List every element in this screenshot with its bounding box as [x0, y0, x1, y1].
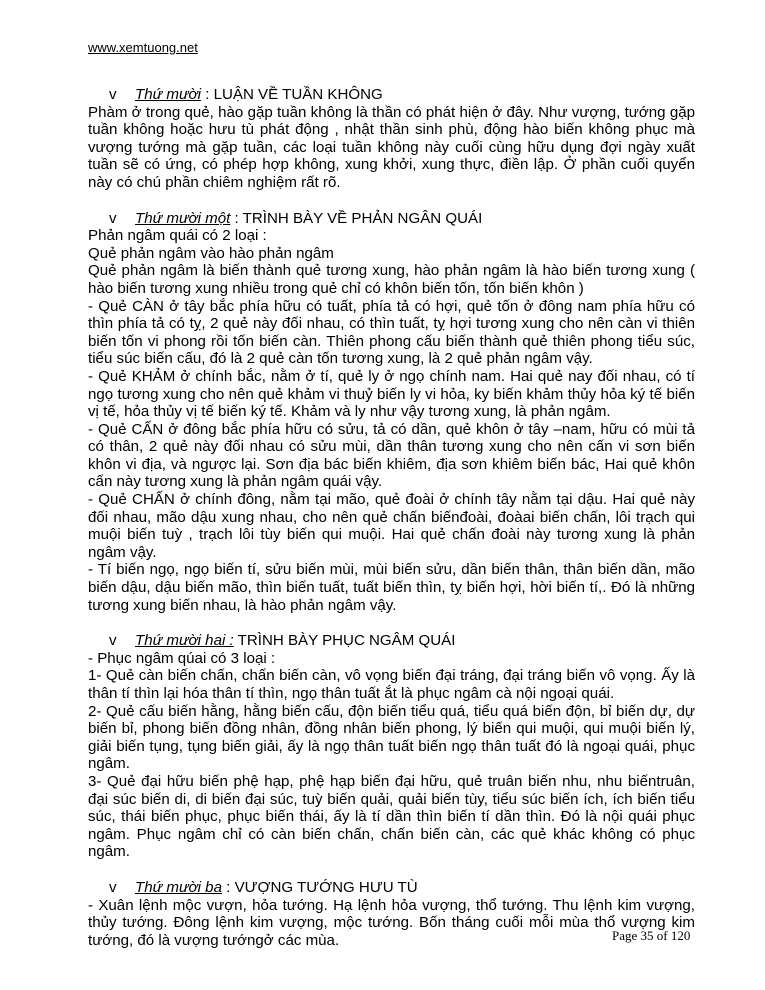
- section-heading-12: [88, 632, 695, 650]
- section-number: Thứ mười hai :: [135, 632, 234, 650]
- section-separator: :: [230, 209, 243, 227]
- paragraph: 3- Quẻ đại hữu biến phệ hạp, phệ hạp biến đại hữu, quẻ truân biến nhu, nhu biếntruân, đại súc biến di, di biến đại súc, tuỳ biến quải, quải biến tùy, tiểu súc biến ích, ích biến tiểu súc, thái biến phục, phục biến thái, ấy là tí dần thìn biến tí dần thìn. Đó là nội quái phục ngâm. Phục ngâm chỉ có càn biến chấn, chấn biến càn, các quẻ khác không có phục ngâm.: [88, 772, 695, 861]
- paragraph: 2- Quẻ cấu biến hằng, hằng biến cấu, độn biến tiểu quá, tiểu quá biến độn, bỉ biến dự, dự biến bỉ, phong biến đồng nhân, đồng nhân biến phong, lý biến qui muội, qui muội biến lý, giải biến tụng, tụng biến giải, ấy là ngọ thân tuất biến ngọ thân tuất đó là ngoại quái, phục ngâm.: [88, 702, 695, 773]
- section-number: Thứ mười: [135, 86, 201, 103]
- paragraph: - Quẻ CẤN ở đông bắc phía hữu có sửu, tả có dần, quẻ khôn ở tây –nam, hữu có mùi tả có thân, 2 quẻ này đối nhau có sửu mùi, dần thân tương xung cho nên cấn vi sơn biến khôn vi địa, và ngược lại. Sơn địa bác biến khiêm, địa sơn khiêm biến bác, Hai quẻ khôn cấn này tương xung là phản ngâm quái vậy.: [88, 420, 695, 491]
- paragraph: 1- Quẻ càn biến chấn, chấn biến càn, vô vọng biến đại tráng, đại tráng biến vô vọng. Ấy là thân tí thìn lại hóa thân tí thìn, ngọ thân tuất ắt là phục ngâm cà nội ngoại quái.: [88, 667, 695, 702]
- page-number: Page 35 of 120: [612, 928, 691, 943]
- header-site-link[interactable]: www.xemtuong.net: [88, 40, 198, 55]
- section-heading-10: [88, 86, 695, 104]
- paragraph: - Quẻ CHẤN ở chính đông, nằm tại mão, quẻ đoài ở chính tây nằm tại dậu. Hai quẻ này đối nhau, mão dậu xung nhau, cho nên quẻ chấn biếnđoài, đoàai biến chấn, lôi trạch qui muội biến tuỳ , trạch lôi tùy biến qui muội. Hai quẻ chấn đoài này tương xung là phản ngâm vậy.: [88, 491, 695, 561]
- section-title: LUẬN VỀ TUẦN KHÔNG: [213, 86, 383, 103]
- section-number: Thứ mười ba: [135, 878, 222, 896]
- paragraph: - Xuân lệnh mộc vượn, hỏa tướng. Hạ lệnh hỏa vượng, thổ tướng. Thu lệnh kim vượng, thủy tướng. Đông lệnh kim vượng, mộc tướng. Bốn tháng cuối mỗi mùa thổ vượng kim tướng, đó là vượng tướngở các mùa.: [88, 896, 695, 949]
- document-body: [88, 86, 695, 949]
- section-heading-13: [88, 879, 695, 897]
- paragraph: Quẻ phản ngâm là biến thành quẻ tương xung, hào phản ngâm là hào biến tương xung ( hào biến tương xung nhiều trong quẻ chỉ có khôn biến tốn, tốn biến khôn ): [88, 262, 695, 297]
- paragraph: - Tí biến ngọ, ngọ biến tí, sửu biến mùi, mùi biến sửu, dần biến thân, thân biến dần, mão biến dậu, dậu biến mão, thìn biến tuất, tuất biến thìn, tỵ biến hợi, hời biến tí,. Đó là những tương xung biến nhau, là hào phản ngâm vậy.: [88, 561, 695, 614]
- section-title: TRÌNH BÀY VỀ PHẢN NGÂN QUÁI: [242, 209, 483, 227]
- paragraph: - Quẻ CÀN ở tây bắc phía hữu có tuất, phía tả có hợi, quẻ tốn ở đông nam phía hữu có thìn phía tả có tỵ, 2 quẻ này đối nhau, có thìn tuất, tỵ hợi tương xung cho nên càn vi thiên biến tốn vi phong rồi tốn biến càn. Thiên phong cấu biến thành quẻ thiên phong tiểu súc, tiểu súc biến cấu, đó là 2 quẻ càn tốn tương xung, là 2 quẻ phản ngâm vậy.: [88, 297, 695, 368]
- section-title: TRÌNH BÀY PHỤC NGÂM QUÁI: [237, 632, 456, 650]
- bullet-glyph: v: [109, 878, 117, 896]
- paragraph: Phàm ở trong quẻ, hào gặp tuần không là thần có phát hiện ở đây. Như vượng, tướng gặp tuần không hoặc hưu tù phát động , nhật thần sinh phù, động hào biến không phục mà vượng tướng mà gặp tuần, các loại tuần không này cuối cùng hữu dụng đợi ngày xuất tuần sẽ có ứng, có phép hợp không, xung khởi, xung thực, điền lập. Ở phần cuối quyển này có chú phần chiêm nghiệm rất rõ.: [88, 103, 695, 191]
- section-separator: :: [221, 878, 235, 896]
- paragraph: - Phục ngâm qúai có 3 loại :: [88, 649, 276, 667]
- section-heading-11: [88, 210, 695, 228]
- paragraph: Phản ngâm quái có 2 loại :: [88, 227, 267, 245]
- bullet-glyph: v: [109, 86, 117, 103]
- section-number: Thứ mười một: [135, 209, 231, 227]
- section-title: VƯỢNG TƯỚNG HƯU TÙ: [234, 878, 418, 896]
- bullet-glyph: v: [109, 209, 117, 227]
- paragraph: - Quẻ KHẢM ở chính bắc, nằm ở tí, quẻ ly ở ngọ chính nam. Hai quẻ nay đối nhau, có tí ngọ tương xung cho nên quẻ khảm vi thuỷ biến ly vi hỏa, ky biến khảm thủy hỏa ký tế biến vị tế, hỏa thủy vị tế biến ký tế. Khảm và ly như vậy tương xung, là phản ngâm.: [88, 367, 695, 421]
- paragraph: Quẻ phản ngâm vào hào phản ngâm: [88, 244, 334, 262]
- section-separator: :: [201, 86, 214, 103]
- bullet-glyph: v: [109, 632, 117, 650]
